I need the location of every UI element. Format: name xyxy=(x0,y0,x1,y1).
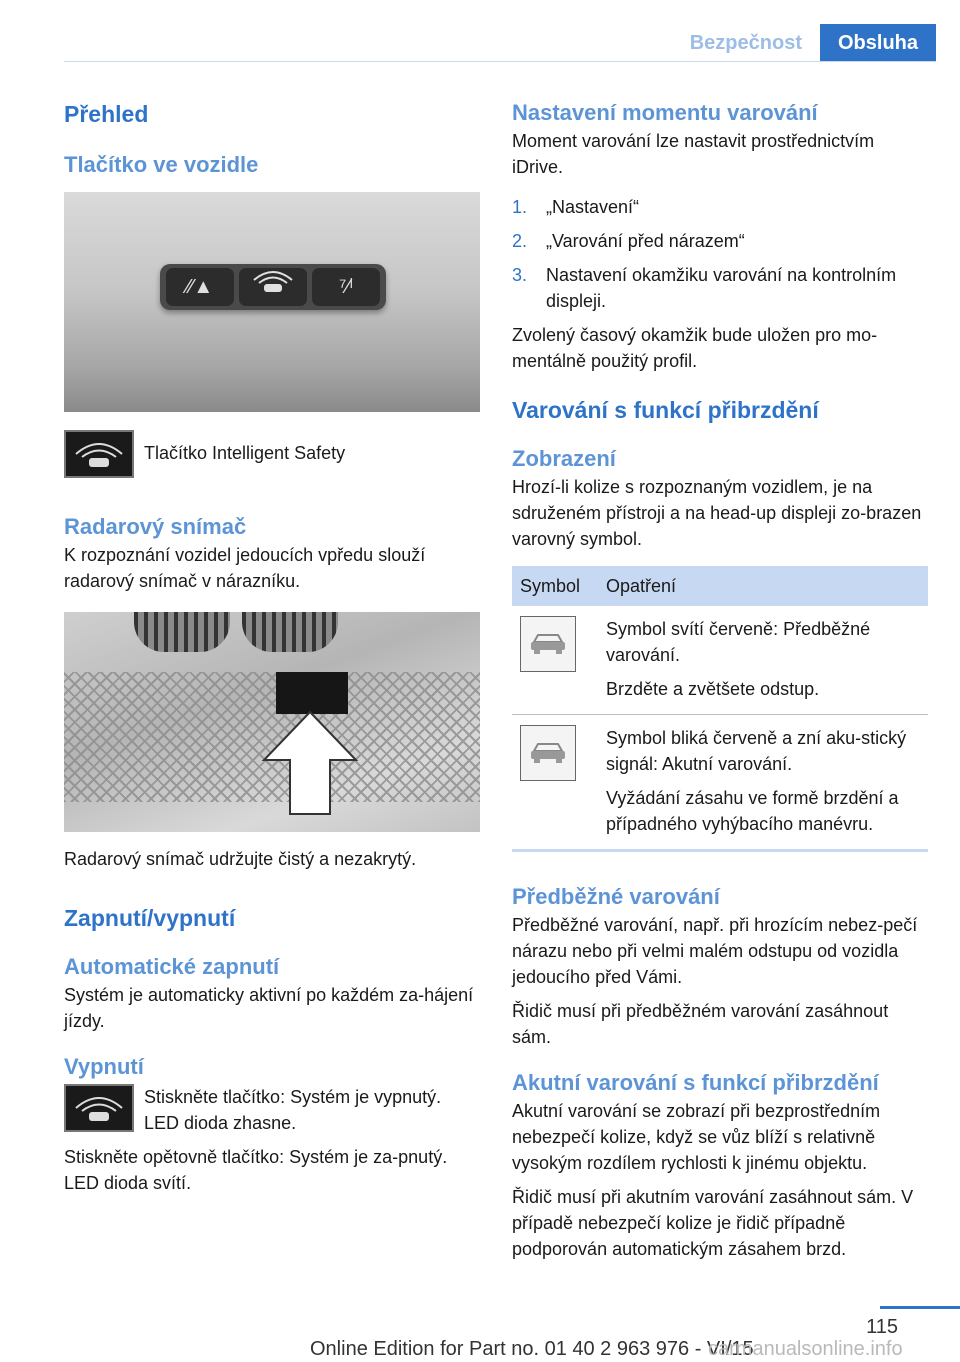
vehicle-warning-icon xyxy=(520,725,576,781)
page-number: 115 xyxy=(866,1316,898,1338)
heading-radar-sensor: Radarový snímač xyxy=(64,514,247,539)
heading-on-off: Zapnutí/vypnutí xyxy=(64,905,236,931)
acute-warning-text: Akutní varování se zobrazí při bezprostředním nebezpečí kolize, když se vůz blíží s relativně vysokým rozdílem rychlosti k jinému objektu. xyxy=(512,1101,881,1173)
footer-accent-rule xyxy=(880,1306,960,1309)
intelligent-safety-icon xyxy=(64,430,134,478)
intelligent-safety-icon xyxy=(64,1084,134,1132)
left-column xyxy=(64,98,480,1196)
heading-braking-warning: Varování s funkcí přibrzdění xyxy=(512,397,819,423)
heading-acute-warning: Akutní varování s funkcí přibrzdění xyxy=(512,1070,879,1095)
pre-warning-text: Předběžné varování, např. při hrozícím nebez‐pečí nárazu nebo při velmi malém odstupu od vozidla jedoucího před Vámi. xyxy=(512,915,918,987)
row-text-secondary: Brzděte a zvětšete odstup. xyxy=(606,679,820,699)
row-text-secondary: Vyžádání zásahu ve formě brzdění a případného vyhýbacího manévru. xyxy=(606,788,899,834)
button-panel-photo xyxy=(64,192,480,412)
automatic-on-text: Systém je automaticky aktivní po každém za‐hájení jízdy. xyxy=(64,985,474,1031)
heading-vehicle-button: Tlačítko ve vozidle xyxy=(64,152,259,177)
display-text: Hrozí-li kolize s rozpoznaným vozidlem, je na sdruženém přístroji a na head-up displeji zo‐brazen varovný symbol. xyxy=(512,477,922,549)
symbol-table xyxy=(512,566,928,852)
profile-saved-text: Zvolený časový okamžik bude uložen pro mo‐mentálně použitý profil. xyxy=(512,325,878,371)
footer-edition: Online Edition for Part no. 01 40 2 963 976 - VI/15 xyxy=(310,1338,754,1360)
acute-warning-driver-text: Řidič musí při akutním varování zasáhnout sám. V případě nebezpečí kolize je řidič případně podporován automatickým zásahem brzd. xyxy=(512,1187,914,1259)
watermark: carmanualsonline.info xyxy=(708,1338,903,1360)
button-caption-row xyxy=(64,430,480,478)
settings-steps-list xyxy=(512,194,928,314)
intelligent-safety-button-icon xyxy=(239,268,307,306)
heading-warning-timing: Nastavení momentu varování xyxy=(512,100,818,125)
heading-switch-off: Vypnutí xyxy=(64,1054,144,1079)
list-item: 3. Nastavení okamžiku varování na kontrolním displeji. xyxy=(512,265,897,311)
grille-kidney-right xyxy=(242,612,338,652)
row-text-primary: Symbol svítí červeně: Předběžné varování. xyxy=(606,619,871,665)
button-caption: Tlačítko Intelligent Safety xyxy=(144,443,346,463)
header-divider xyxy=(64,61,936,62)
radar-description: K rozpoznání vozidel jedoucích vpředu slouží radarový snímač v nárazníku. xyxy=(64,545,426,591)
warning-timing-text: Moment varování lze nastavit prostřednictvím iDrive. xyxy=(512,131,875,177)
lane-departure-button-icon: ⁄⁄▲ xyxy=(166,268,234,306)
right-column xyxy=(512,98,928,1262)
arrow-up-icon xyxy=(260,708,360,818)
tab-operation[interactable]: Obsluha xyxy=(820,24,936,62)
list-item: 2. „Varování před nárazem“ xyxy=(512,231,745,251)
switch-off-text: Stiskněte tlačítko: Systém je vypnutý. LED dioda zhasne. xyxy=(144,1087,442,1133)
switch-on-again-text: Stiskněte opětovně tlačítko: Systém je za‐pnutý. LED dioda svítí. xyxy=(64,1147,448,1193)
heading-automatic-on: Automatické zapnutí xyxy=(64,954,280,979)
row-text-primary: Symbol bliká červeně a zní aku‐stický signál: Akutní varování. xyxy=(606,728,907,774)
heading-overview: Přehled xyxy=(64,101,149,127)
heading-display: Zobrazení xyxy=(512,446,616,471)
radar-caption: Radarový snímač udržujte čistý a nezakrytý. xyxy=(64,849,417,869)
table-row xyxy=(512,606,928,715)
table-row xyxy=(512,715,928,851)
list-item: 1. „Nastavení“ xyxy=(512,197,640,217)
pre-warning-driver-text: Řidič musí při předběžném varování zasáhnout sám. xyxy=(512,1001,889,1047)
header-tabs xyxy=(672,24,936,62)
table-header-symbol: Symbol xyxy=(512,566,598,606)
table-header-action: Opatření xyxy=(598,566,928,606)
button-panel xyxy=(160,264,386,310)
grille-kidney-left xyxy=(134,612,230,652)
radar-sensor-photo xyxy=(64,612,480,832)
tab-safety[interactable]: Bezpečnost xyxy=(689,32,802,54)
vehicle-warning-icon xyxy=(520,616,576,672)
switch-off-row xyxy=(64,1084,480,1136)
lane-change-button-icon: ⁷⁄ˡ xyxy=(312,268,380,306)
heading-pre-warning: Předběžné varování xyxy=(512,884,720,909)
